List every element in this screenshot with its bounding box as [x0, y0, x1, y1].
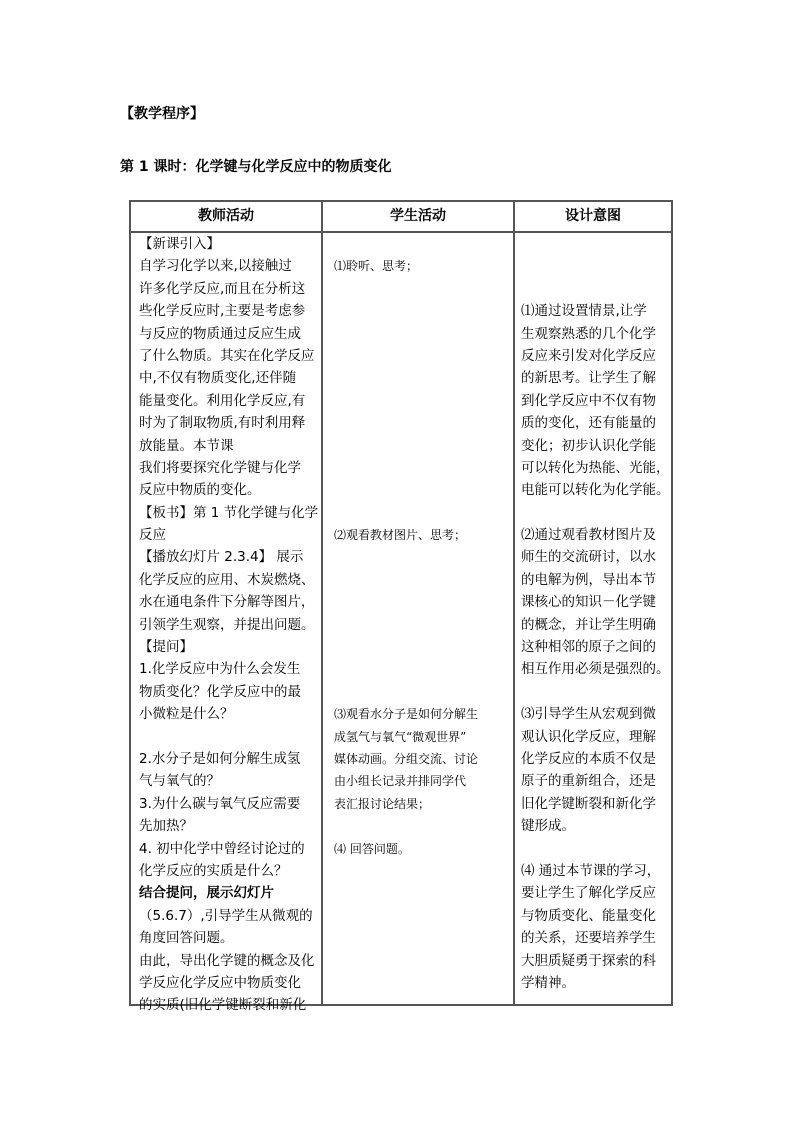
- cell-text-line: [334, 591, 512, 613]
- cell-text-line: 化学反应的应用、木炭燃烧、: [139, 571, 315, 588]
- cell-text-line: 1.化学反应中为什么会发生: [139, 661, 301, 678]
- cell-text-line: 的新思考。让学生了解: [521, 370, 656, 387]
- cell-text-line: 2.水分子是如何分解生成氢: [139, 750, 301, 767]
- column-divider: [321, 202, 323, 1004]
- cell-text-line: 3.为什么碳与氧气反应需要: [139, 795, 301, 812]
- cell-text-line: [334, 815, 512, 837]
- cell-text-line: 反应中物质的变化。: [139, 482, 261, 499]
- cell-text-line: ⑵通过观看教材图片及: [521, 527, 656, 544]
- cell-text-line: [334, 390, 512, 412]
- student-activity-cell: [334, 233, 512, 1004]
- cell-text-line: [334, 479, 512, 501]
- cell-text-line: [334, 658, 512, 680]
- cell-text-line: 化学反应的实质是什么？: [139, 862, 288, 879]
- cell-text-line: 成氢气与氧气“微观世界”: [334, 729, 467, 744]
- cell-text-line: 小微粒是什么？: [139, 706, 234, 723]
- cell-text-line: [334, 412, 512, 434]
- cell-text-line: 反应: [139, 527, 166, 544]
- cell-text-line: 了什么物质。其实在化学反应: [139, 347, 315, 364]
- cell-text-line: ⑶观看水分子是如何分解生: [334, 707, 479, 722]
- cell-text-line: 水在通电条件下分解等图片，: [139, 594, 315, 611]
- column-divider: [513, 202, 515, 1004]
- cell-text-line: [521, 681, 673, 703]
- cell-text-line: 大胆质疑勇于探索的科: [521, 952, 656, 969]
- cell-text-line: 放能量。本节课: [139, 437, 234, 454]
- cell-text-line: 表汇报讨论结果；: [334, 796, 431, 811]
- cell-text-line: [334, 569, 512, 591]
- cell-text-line: 由此，导出化学键的概念及化: [139, 952, 315, 969]
- cell-text-line: 我们将要探究化学键与化学: [139, 459, 301, 476]
- lesson-title: 第 1 课时：化学键与化学反应中的物质变化: [120, 159, 392, 175]
- cell-text-line: [334, 614, 512, 636]
- cell-text-line: [334, 546, 512, 568]
- cell-text-line: ⑷ 通过本节课的学习，: [521, 862, 661, 879]
- cell-text-line: 课核心的知识－化学键: [521, 594, 656, 611]
- cell-text-line: 物质变化？化学反应中的最: [139, 683, 301, 700]
- cell-text-line: ⑴通过设置情景,让学: [521, 303, 647, 320]
- cell-text-line: [334, 681, 512, 703]
- cell-text-line: 师生的交流研讨，以水: [521, 549, 656, 566]
- cell-text-line: [334, 502, 512, 524]
- cell-text-line: 时为了制取物质,有时利用释: [139, 415, 306, 432]
- header-student-activity: 学生活动: [390, 208, 446, 224]
- cell-text-line: 原子的重新组合，还是: [521, 773, 656, 790]
- cell-text-line: [521, 502, 673, 524]
- cell-text-line: 由小组长记录并排同学代: [334, 774, 467, 789]
- cell-text-line: 与反应的物质通过反应生成: [139, 325, 301, 342]
- cell-text-line: 的关系，还要培养学生: [521, 930, 656, 947]
- cell-text-line: 反应来引发对化学反应: [521, 347, 656, 364]
- cell-text-line: [521, 233, 673, 255]
- cell-text-line: 生观察熟悉的几个化学: [521, 325, 656, 342]
- cell-text-line: [139, 726, 319, 748]
- cell-text-line: 的实质(旧化学键断裂和新化: [139, 997, 307, 1014]
- cell-text-line: [334, 367, 512, 389]
- cell-text-line: 变化；初步认识化学能: [521, 437, 656, 454]
- design-intent-cell: [521, 233, 673, 1004]
- cell-text-line: 【提问】: [139, 639, 193, 656]
- cell-text-line: 能量变化。利用化学反应,有: [139, 392, 306, 409]
- cell-text-line: 化学反应的本质不仅是: [521, 750, 656, 767]
- cell-text-line: 中,不仅有物质变化,还伴随: [139, 370, 297, 387]
- cell-text-line: 【播放幻灯片 2.3.4】 展示: [139, 549, 304, 566]
- cell-text-line: （5.6.7）,引导学生从微观的: [139, 907, 313, 924]
- section-heading-teaching-procedure: 【教学程序】: [120, 106, 204, 122]
- cell-text-line: [334, 278, 512, 300]
- cell-text-line: ⑴聆听、思考；: [334, 259, 419, 274]
- cell-text-line: [521, 255, 673, 277]
- cell-text-line: [334, 300, 512, 322]
- cell-text-line: 气与氧气的？: [139, 773, 220, 790]
- cell-text-line: 这种相邻的原子之间的: [521, 639, 656, 656]
- cell-text-line: 些化学反应时,主要是考虑参: [139, 303, 306, 320]
- cell-text-line: 角度回答问题。: [139, 930, 234, 947]
- cell-text-line: 键形成。: [521, 818, 575, 835]
- cell-text-line: 引领学生观察，并提出问题。: [139, 616, 315, 633]
- cell-text-line: 电能可以转化为化学能。: [521, 482, 670, 499]
- cell-text-line: 学反应化学反应中物质变化: [139, 974, 301, 991]
- cell-text-line: [334, 345, 512, 367]
- cell-text-line: 旧化学键断裂和新化学: [521, 795, 656, 812]
- cell-text-line: 可以转化为热能、光能，: [521, 459, 670, 476]
- cell-text-line: 【新课引入】: [139, 236, 220, 252]
- cell-text-line: 质的变化，还有能量的: [521, 415, 656, 432]
- cell-text-line: 自学习化学以来,以接触过: [139, 258, 292, 275]
- cell-text-line: 到化学反应中不仅有物: [521, 392, 656, 409]
- cell-text-line: [334, 636, 512, 658]
- cell-text-line: [521, 278, 673, 300]
- cell-text-line: 与物质变化、能量变化: [521, 907, 656, 924]
- cell-text-line: 许多化学反应,而且在分析这: [139, 280, 306, 297]
- header-design-intent: 设计意图: [565, 208, 621, 224]
- cell-text-line: [334, 435, 512, 457]
- cell-text-line: 的电解为例，导出本节: [521, 571, 656, 588]
- cell-text-line: [334, 457, 512, 479]
- header-teacher-activity: 教师活动: [198, 208, 254, 224]
- cell-text-line: ⑵观看教材图片、思考；: [334, 528, 467, 543]
- cell-text-line: 媒体动画。分组交流、讨论: [334, 751, 479, 766]
- cell-text-line: 【板书】第 1 节化学键与化学: [139, 504, 319, 521]
- cell-text-line: 先加热？: [139, 818, 193, 835]
- lesson-plan-table: [129, 200, 673, 1014]
- cell-text-line: ⑶引导学生从宏观到微: [521, 706, 656, 723]
- cell-text-line: [334, 233, 512, 255]
- cell-text-line: [334, 323, 512, 345]
- cell-text-line: 的概念，并让学生明确: [521, 616, 656, 633]
- cell-text-line: 相互作用必须是强烈的。: [521, 661, 670, 678]
- cell-text-line: 4. 初中化学中曾经讨论过的: [139, 840, 305, 857]
- teacher-activity-cell: [139, 233, 319, 1014]
- cell-text-line: 观认识化学反应，理解: [521, 728, 656, 745]
- cell-text-line: [521, 838, 673, 860]
- cell-text-line: ⑷ 回答问题。: [334, 841, 410, 856]
- cell-text-line: 学精神。: [521, 974, 575, 991]
- cell-text-line: 结合提问，展示幻灯片: [139, 885, 274, 902]
- cell-text-line: 要让学生了解化学反应: [521, 885, 656, 902]
